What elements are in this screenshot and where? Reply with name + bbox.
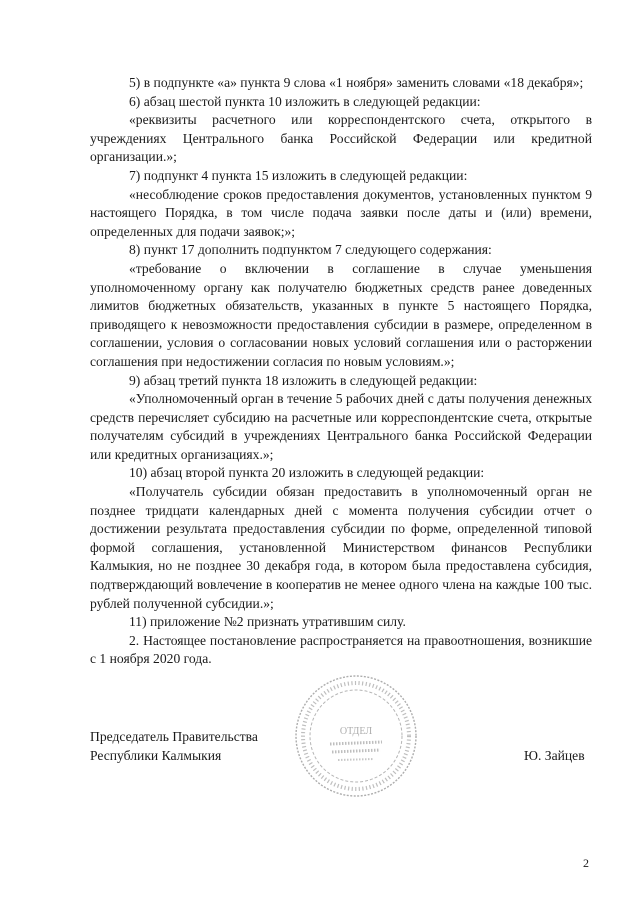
paragraph-quote-8: «требование о включении в соглашение в случае уменьшения уполномоченному органу как получателю бюджетных средств ранее доведенных лимитов бюджетных обязательств, указанных в пункте 5 настоящего Порядка, приводящего к невозможности предоставления субсидии в размере, определенном в соглашении, условия о согласовании новых условий соглашения или о расторжении соглашения при недостижении согласия по новым условиям.»; (90, 260, 592, 369)
signature-position-line1: Председатель Правительства (90, 729, 258, 744)
paragraph-item-7: 7) подпункт 4 пункта 15 изложить в следующей редакции: (129, 167, 468, 183)
paragraph-section-2: 2. Настоящее постановление распространяется на правоотношения, возникшие с 1 ноября 2020 года. (90, 632, 592, 667)
stamp-label: ОТДЕЛ (339, 726, 373, 737)
paragraph-quote-10: «Получатель субсидии обязан предоставить в уполномоченный орган не позднее тридцати календарных дней с момента получения субсидии отчет о достижении результата предоставления субсидии по форме, определенной типовой формой соглашения, установленной Министерством финансов Республики Калмыкия, но не позднее 30 декабря года, в котором была предоставлена субсидия, подтверждающий вовлечение в кооператив не менее одного члена на каждые 100 тыс. рублей полученной субсидии.»; (90, 484, 592, 611)
official-stamp (292, 672, 420, 800)
paragraph-quote-9: «Уполномоченный орган в течение 5 рабочих дней с даты получения денежных средств перечисляет субсидию на расчетные или корреспондентские счета, открытые получателям субсидий в учреждениях Центрального банка Российской Федерации или кредитных организациях.»; (90, 391, 592, 462)
paragraph-item-8: 8) пункт 17 дополнить подпунктом 7 следующего содержания: (129, 242, 492, 258)
document-body (90, 74, 592, 669)
signature-position (90, 728, 258, 765)
signature-position-line2: Республики Калмыкия (90, 747, 222, 763)
paragraph-quote-6: «реквизиты расчетного или корреспондентского счета, открытого в учреждениях Центрального банка Российской Федерации или кредитной организации.»; (90, 112, 592, 165)
paragraph-item-11: 11) приложение №2 признать утратившим силу. (129, 614, 406, 630)
paragraph-quote-7: «несоблюдение сроков предоставления документов, установленных пунктом 9 настоящего Порядка, в том числе подача заявки после даты и (или) времени, определенных для подачи заявок;»; (90, 186, 592, 239)
paragraph-item-9: 9) абзац третий пункта 18 изложить в следующей редакции: (129, 372, 478, 388)
paragraph-item-5: 5) в подпункте «а» пункта 9 слова «1 ноября» заменить словами «18 декабря»; (129, 75, 584, 90)
signer-name: Ю. Зайцев (524, 748, 585, 763)
paragraph-item-10: 10) абзац второй пункта 20 изложить в следующей редакции: (129, 465, 485, 481)
paragraph-item-6: 6) абзац шестой пункта 10 изложить в следующей редакции: (129, 93, 481, 109)
page-number: 2 (583, 856, 589, 870)
